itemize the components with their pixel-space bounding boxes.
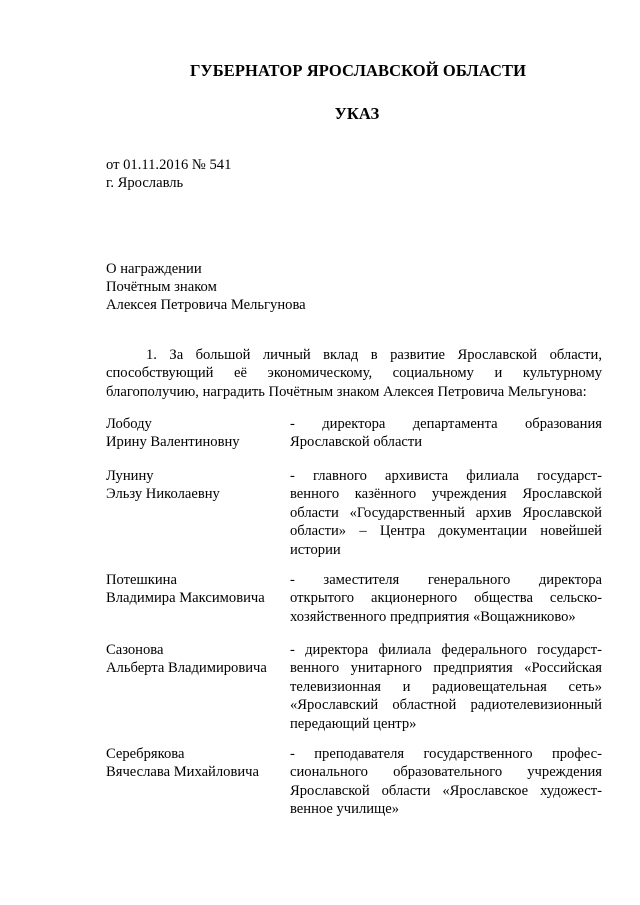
- document-authority-heading: ГУБЕРНАТОР ЯРОСЛАВСКОЙ ОБЛАСТИ: [189, 61, 527, 80]
- decree-paragraph-1: [106, 346, 602, 401]
- position-line: сионального образовательного учреждения: [290, 764, 602, 781]
- awardee-surname: Сазонова: [106, 642, 164, 658]
- position-line: открытого акционерного общества сельско-: [290, 590, 602, 607]
- position-line: области «Государственный архив Ярославской: [290, 504, 602, 521]
- position-line: венное училище»: [290, 801, 400, 818]
- awardee-position: [290, 641, 602, 733]
- position-line: - заместителя генерального директора: [290, 572, 602, 588]
- subject-line: Почётным знаком: [106, 279, 217, 295]
- awardee-given-name: Эльзу Николаевну: [106, 486, 220, 502]
- position-line: «Ярославский областной радиотелевизионный: [290, 697, 602, 714]
- awardee-surname: Лободу: [106, 416, 152, 432]
- position-line: - главного архивиста филиала государст-: [290, 468, 602, 484]
- position-line: телевизионная и радиовещательная сеть»: [290, 678, 602, 695]
- awardee-surname: Лунину: [106, 468, 154, 484]
- awardee-given-name: Владимира Максимовича: [106, 590, 265, 606]
- position-line: Ярославской области: [290, 434, 423, 451]
- awardee-surname: Серебрякова: [106, 746, 185, 762]
- document-type-heading: УКАЗ: [334, 104, 380, 123]
- awardee-position: [290, 415, 602, 452]
- position-line: передающий центр»: [290, 715, 417, 732]
- paragraph-line: способствующий её экономическому, социальному и культурному: [106, 365, 602, 382]
- position-line: - директора департамента образования: [290, 416, 602, 432]
- awardee-given-name: Ирину Валентиновну: [106, 434, 240, 450]
- paragraph-line: благополучию, наградить Почётным знаком Алексея Петровича Мельгунова:: [106, 383, 587, 400]
- awardee-position: [290, 467, 602, 559]
- subject-line: О награждении: [106, 261, 202, 277]
- position-line: истории: [290, 541, 341, 558]
- document-city: г. Ярославль: [106, 175, 184, 191]
- awardee-position: [290, 745, 602, 819]
- paragraph-line: 1. За большой личный вклад в развитие Ярославской области,: [146, 347, 602, 363]
- awardee-surname: Потешкина: [106, 572, 177, 588]
- awardee-given-name: Альберта Владимировича: [106, 660, 267, 676]
- position-line: Ярославской области «Ярославское художест-: [290, 782, 602, 799]
- position-line: хозяйственного предприятия «Вощажниково»: [290, 608, 576, 625]
- position-line: - преподавателя государственного профес-: [290, 746, 602, 762]
- awardee-given-name: Вячеслава Михайловича: [106, 764, 259, 780]
- position-line: области» – Центра документации новейшей: [290, 523, 602, 540]
- subject-line: Алексея Петровича Мельгунова: [106, 297, 306, 313]
- position-line: венного унитарного предприятия «Российская: [290, 660, 602, 677]
- document-date-number: от 01.11.2016 № 541: [106, 157, 232, 173]
- position-line: - директора филиала федерального государст-: [290, 642, 602, 658]
- position-line: венного казённого учреждения Ярославской: [290, 486, 602, 503]
- awardee-position: [290, 571, 602, 626]
